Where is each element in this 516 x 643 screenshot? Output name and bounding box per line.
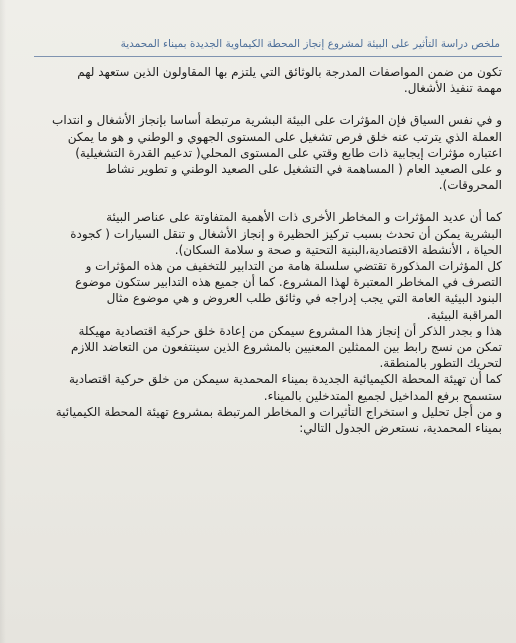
text-line: لتحريك التطور بالمنطقة. [379, 356, 502, 371]
text-line: بميناء المحمدية، نستعرض الجدول التالي: [299, 421, 502, 436]
paragraph-human-environment [14, 112, 502, 193]
text-line: مهمة تنفيذ الأشغال. [403, 81, 502, 96]
text-line: المراقبة البيئية. [426, 307, 502, 322]
running-header: ملخص دراسة التأثير على البيئة لمشروع إنجاز المحطة الكيماوية الجديدة بميناء المحمدية [120, 38, 500, 50]
text-line: ستسمح برفع المداخيل لجميع المتدخلين بالميناء. [263, 388, 502, 403]
paragraph-spacer [14, 96, 502, 112]
text-line: البشرية يمكن أن تحدث بسبب تركيز الحظيرة و إنجاز الأشغال و تنقل السيارات ( كجودة [70, 226, 502, 241]
text-line: كل المؤثرات المذكورة تقتضي سلسلة هامة من التدابير للتخفيف من هذه المؤثرات و [85, 259, 502, 274]
text-line: اعتباره مؤثرات إيجابية ذات طابع وقتي على المستوى المحلي( تدعيم القدرة التشغيلية) [75, 145, 502, 160]
paragraph-economic-dynamics [14, 323, 502, 372]
text-line: و من أجل تحليل و استخراج التأثيرات و المخاطر المرتبطة بمشروع تهيئة المحطة الكيميائية [55, 404, 502, 419]
paragraph-spacer [14, 193, 502, 209]
text-line: كما أن عديد المؤثرات و المخاطر الأخرى ذات الأهمية المتفاوتة على عناصر البيئة [106, 210, 502, 225]
text-line: هذا و بجدر الذكر أن إنجاز هذا المشروع سيمكن من إعادة خلق حركية اقتصادية مهيكلة [78, 323, 502, 338]
text-line: العملة الذي يترتب عنه خلق فرص تشغيل على المستوى الجهوي و الوطني و هو ما يمكن [67, 129, 502, 144]
text-line: تمكن من نسج رابط بين الممثلين المعنيين بالمشروع الذين سينتفعون من التعاضد اللازم [71, 340, 502, 355]
header-divider [34, 56, 502, 57]
text-line: التصرف في المخاطر المعتبرة لهذا المشروع. كما أن جميع هذه التدابير ستكون موضوع [75, 275, 502, 290]
paragraph-table-intro [14, 404, 502, 436]
text-line: و في نفس السياق فإن المؤثرات على البيئة البشرية مرتبطة أساسا بإنجاز الأشغال و انتداب [52, 113, 502, 128]
text-line: البنود البيئية العامة التي يجب إدراجه في وثائق طلب العروض و هي موضوع مثال [106, 291, 502, 306]
paragraph-mitigation-measures [14, 258, 502, 323]
paragraph-port-revenue [14, 371, 502, 403]
paragraph-other-impacts [14, 209, 502, 258]
text-line: و على الصعيد العام ( المساهمة في التشغيل على الصعيد الوطني و تطوير نشاط [105, 162, 502, 177]
text-line: تكون من ضمن المواصفات المدرجة بالوثائق التي يلتزم بها المقاولون الذين ستعهد لهم [77, 65, 502, 79]
page-edge-shadow [0, 0, 6, 643]
text-line: المحروقات). [438, 178, 502, 193]
text-line: الحياة ، الأنشطة الاقتصادية،البنية التحتية و صحة و سلامة السكان). [174, 242, 502, 257]
document-body [14, 64, 502, 436]
paragraph-specifications [14, 64, 502, 96]
text-line: كما أن تهيئة المحطة الكيميائية الجديدة بميناء المحمدية سيمكن من خلق حركية اقتصادية [68, 372, 502, 387]
